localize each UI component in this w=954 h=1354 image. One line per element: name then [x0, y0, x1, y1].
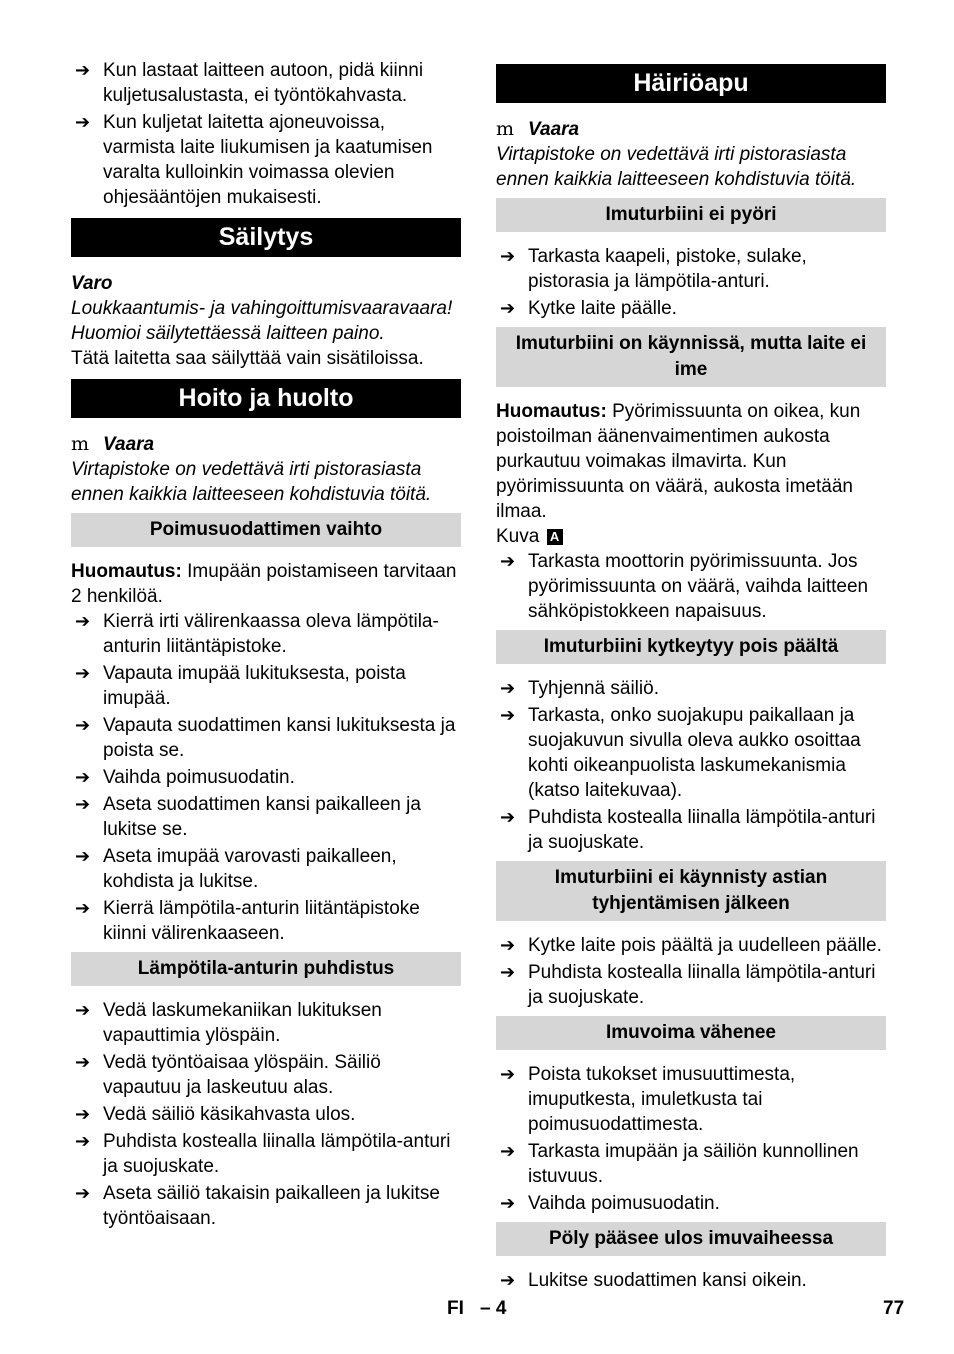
list-item-text: Lukitse suodattimen kansi oikein.	[528, 1270, 807, 1291]
list-item-text: Poista tukokset imusuuttimesta, imuputkesta, imuletkusta tai poimusuodattimesta.	[528, 1064, 796, 1135]
list-item	[496, 296, 886, 321]
list-item-text: Kytke laite pois päältä ja uudelleen päälle.	[528, 935, 882, 956]
list-item	[71, 713, 461, 763]
arrow-right-icon: ➔	[500, 1064, 516, 1085]
list-item	[71, 1050, 461, 1100]
list-item-text: Tarkasta imupään ja säiliön kunnollinen istuvuus.	[528, 1141, 859, 1187]
figure-marker-icon: A	[547, 529, 563, 545]
danger-text: Virtapistoke on vedettävä irti pistorasiasta ennen kaikkia laitteeseen kohdistuvia töitä.	[71, 459, 432, 505]
list-item	[71, 896, 461, 946]
warning-symbol-icon: m	[71, 433, 90, 455]
list-item-text: Puhdista kostealla liinalla lämpötila-anturi ja suojuskate.	[528, 962, 876, 1008]
list-item	[71, 1181, 461, 1231]
list-item	[71, 1129, 461, 1179]
subsection-title-filter: Poimusuodattimen vaihto	[71, 513, 461, 547]
arrow-right-icon: ➔	[75, 112, 91, 133]
arrow-right-icon: ➔	[500, 298, 516, 319]
left-column	[71, 58, 461, 1233]
list-item-text: Aseta säiliö takaisin paikalleen ja lukitse työntöaisaan.	[103, 1183, 440, 1229]
list-item	[496, 1062, 886, 1137]
arrow-right-icon: ➔	[75, 1000, 91, 1021]
section-title-storage: Säilytys	[71, 218, 461, 257]
subsection-title-sensor: Lämpötila-anturin puhdistus	[71, 952, 461, 986]
arrow-right-icon: ➔	[75, 794, 91, 815]
list-item	[71, 765, 461, 790]
arrow-right-icon: ➔	[75, 611, 91, 632]
list-item-text: Tarkasta, onko suojakupu paikallaan ja suojakuvun sivulla oleva aukko osoittaa kohti oikeanpuolista laskumekanismia (katso laitekuvaa).	[528, 705, 861, 801]
danger-label	[496, 117, 886, 142]
list-item-text: Kun lastaat laitteen autoon, pidä kiinni kuljetusalustasta, ei työntökahvasta.	[103, 60, 424, 106]
s2-note	[496, 399, 886, 524]
list-item-text: Kun kuljetat laitetta ajoneuvoissa, varmista laite liukumisen ja kaatumisen varalta kulloinkin voimassa olevien ohjesääntöjen mukaisesti.	[103, 112, 433, 208]
arrow-right-icon: ➔	[75, 898, 91, 919]
right-column	[496, 58, 886, 1295]
list-item-text: Aseta suodattimen kansi paikalleen ja lukitse se.	[103, 794, 421, 840]
storage-text: Tätä laitetta saa säilyttää vain sisätiloissa.	[71, 348, 424, 369]
list-item-text: Vedä laskumekaniikan lukituksen vapauttimia ylöspäin.	[103, 1000, 382, 1046]
arrow-right-icon: ➔	[75, 715, 91, 736]
list-item	[496, 1191, 886, 1216]
list-item-text: Vaihda poimusuodatin.	[103, 767, 295, 788]
list-item-text: Vaihda poimusuodatin.	[528, 1193, 720, 1214]
s4-bullet-list	[496, 933, 886, 1010]
list-item	[496, 1268, 886, 1293]
figure-text: Kuva	[496, 526, 540, 547]
note-label: Huomautus:	[496, 401, 607, 422]
section-title-troubleshooting: Häiriöapu	[496, 64, 886, 103]
list-item	[71, 998, 461, 1048]
arrow-right-icon: ➔	[500, 962, 516, 983]
s3-bullet-list	[496, 676, 886, 855]
arrow-right-icon: ➔	[500, 807, 516, 828]
caution-text: Loukkaantumis- ja vahingoittumisvaaravaara! Huomioi säilytettäessä laitteen paino.	[71, 298, 453, 344]
subsection-title-s5: Imuvoima vähenee	[496, 1016, 886, 1050]
list-item	[496, 703, 886, 803]
list-item-text: Vapauta imupää lukituksesta, poista imupää.	[103, 663, 406, 709]
list-item	[71, 58, 461, 108]
figure-reference	[496, 524, 886, 549]
section-title-maintenance: Hoito ja huolto	[71, 379, 461, 418]
arrow-right-icon: ➔	[75, 1183, 91, 1204]
list-item	[496, 960, 886, 1010]
sensor-bullet-list	[71, 998, 461, 1231]
list-item	[71, 1102, 461, 1127]
list-item-text: Tarkasta kaapeli, pistoke, sulake, pistorasia ja lämpötila-anturi.	[528, 246, 807, 292]
s1-bullet-list	[496, 244, 886, 321]
list-item	[71, 110, 461, 210]
list-item-text: Kytke laite päälle.	[528, 298, 677, 319]
s2-bullet-list	[496, 549, 886, 624]
list-item	[496, 1139, 886, 1189]
list-item-text: Puhdista kostealla liinalla lämpötila-anturi ja suojuskate.	[103, 1131, 451, 1177]
list-item-text: Aseta imupää varovasti paikalleen, kohdista ja lukitse.	[103, 846, 397, 892]
arrow-right-icon: ➔	[75, 767, 91, 788]
list-item-text: Tarkasta moottorin pyörimissuunta. Jos pyörimissuunta on väärä, vaihda laitteen sähköpistokkeen napaisuus.	[528, 551, 869, 622]
footer-lang: FI	[447, 1298, 464, 1319]
arrow-right-icon: ➔	[75, 663, 91, 684]
subsection-title-s6: Pöly pääsee ulos imuvaiheessa	[496, 1222, 886, 1256]
subsection-title-s4: Imuturbiini ei käynnisty astian tyhjentämisen jälkeen	[496, 861, 886, 921]
list-item	[71, 609, 461, 659]
arrow-right-icon: ➔	[75, 1052, 91, 1073]
s6-bullet-list	[496, 1268, 886, 1293]
list-item	[496, 244, 886, 294]
list-item	[496, 676, 886, 701]
intro-bullet-list	[71, 58, 461, 210]
arrow-right-icon: ➔	[75, 846, 91, 867]
arrow-right-icon: ➔	[500, 705, 516, 726]
subsection-title-s3: Imuturbiini kytkeytyy pois päältä	[496, 630, 886, 664]
danger-text: Virtapistoke on vedettävä irti pistorasiasta ennen kaikkia laitteeseen kohdistuvia töitä.	[496, 144, 857, 190]
arrow-right-icon: ➔	[500, 1270, 516, 1291]
list-item	[496, 549, 886, 624]
arrow-right-icon: ➔	[500, 1141, 516, 1162]
list-item	[496, 805, 886, 855]
subsection-title-s2: Imuturbiini on käynnissä, mutta laite ei ime	[496, 327, 886, 387]
filter-note	[71, 559, 461, 609]
s5-bullet-list	[496, 1062, 886, 1216]
arrow-right-icon: ➔	[75, 60, 91, 81]
arrow-right-icon: ➔	[500, 935, 516, 956]
arrow-right-icon: ➔	[500, 551, 516, 572]
list-item	[71, 792, 461, 842]
footer-section-page: – 4	[480, 1298, 507, 1319]
list-item	[71, 844, 461, 894]
filter-bullet-list	[71, 609, 461, 946]
list-item-text: Vapauta suodattimen kansi lukituksesta ja poista se.	[103, 715, 456, 761]
list-item-text: Tyhjennä säiliö.	[528, 678, 659, 699]
danger-label-text: Vaara	[528, 119, 580, 140]
arrow-right-icon: ➔	[500, 1193, 516, 1214]
note-text: Pyörimissuunta on oikea, kun poistoilman äänenvaimentimen aukosta purkautuu voimakas ilmavirta. Kun pyörimissuunta on väärä, aukosta imetään ilmaa.	[496, 401, 861, 522]
caution-label	[71, 271, 461, 296]
arrow-right-icon: ➔	[500, 246, 516, 267]
note-label: Huomautus:	[71, 561, 182, 582]
danger-label	[71, 432, 461, 457]
list-item-text: Kierrä irti välirenkaassa oleva lämpötila-anturin liitäntäpistoke.	[103, 611, 439, 657]
arrow-right-icon: ➔	[75, 1104, 91, 1125]
list-item-text: Kierrä lämpötila-anturin liitäntäpistoke kiinni välirenkaaseen.	[103, 898, 420, 944]
note-text: Imupään poistamiseen tarvitaan 2 henkilöä.	[71, 561, 457, 607]
list-item-text: Vedä säiliö käsikahvasta ulos.	[103, 1104, 356, 1125]
caution-label-text: Varo	[71, 273, 113, 294]
list-item	[496, 933, 886, 958]
warning-symbol-icon: m	[496, 118, 515, 140]
danger-label-text: Vaara	[103, 434, 155, 455]
list-item	[71, 661, 461, 711]
list-item-text: Puhdista kostealla liinalla lämpötila-anturi ja suojuskate.	[528, 807, 876, 853]
arrow-right-icon: ➔	[500, 678, 516, 699]
subsection-title-s1: Imuturbiini ei pyöri	[496, 198, 886, 232]
footer-page-number: 77	[883, 1298, 905, 1319]
arrow-right-icon: ➔	[75, 1131, 91, 1152]
list-item-text: Vedä työntöaisaa ylöspäin. Säiliö vapautuu ja laskeutuu alas.	[103, 1052, 381, 1098]
